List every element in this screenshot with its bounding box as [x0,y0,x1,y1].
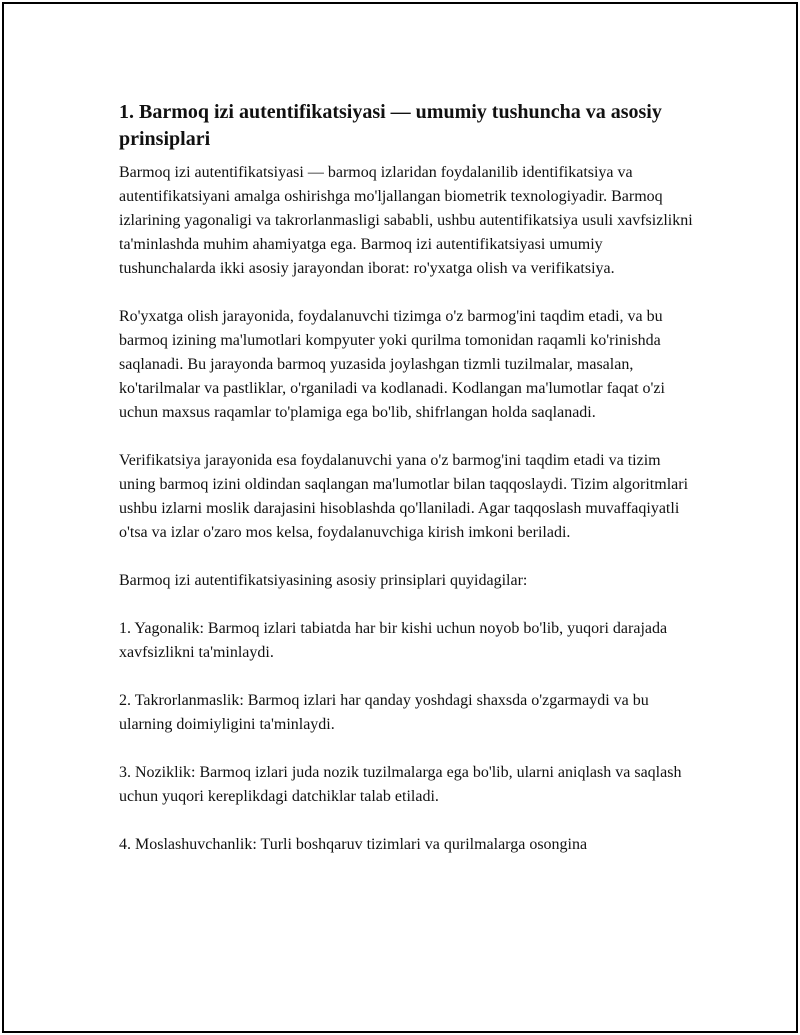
paragraph-enrollment: Ro'yxatga olish jarayonida, foydalanuvchi tizimga o'z barmog'ini taqdim etadi, va bu barmoq izining ma'lumotlari kompyuter yoki qurilma tomonidan raqamli ko'rinishda saqlanadi. Bu jarayonda barmoq yuzasida joylashgan tizmli tuzilmalar, masalan, ko'tarilmalar va pastliklar, o'rganiladi va kodlanadi. Kodlangan ma'lumotlar faqat o'zi uchun maxsus raqamlar to'plamiga ega bo'lib, shifrlangan holda saqlanadi. [119,308,665,421]
document-title: 1. Barmoq izi autentifikatsiyasi — umumiy tushuncha va asosiy prinsiplari [119,101,662,150]
document-page [2,2,798,1033]
document-body [119,99,694,881]
paragraph-intro: Barmoq izi autentifikatsiyasi — barmoq izlaridan foydalanilib identifikatsiya va autentifikatsiyani amalga oshirishga mo'ljallangan biometrik texnologiyadir. Barmoq izlarining yagonaligi va takrorlanmasligi sababli, ushbu autentifikatsiya usuli xavfsizlikni ta'minlashda muhim ahamiyatga ega. Barmoq izi autentifikatsiyasi umumiy tushunchalarda ikki asosiy jarayondan iborat: ro'yxatga olish va verifikatsiya. [119,164,693,277]
list-item-flexibility: 4. Moslashuvchanlik: Turli boshqaruv tizimlari va qurilmalarga osongina [119,836,588,853]
paragraph-verification: Verifikatsiya jarayonida esa foydalanuvchi yana o'z barmog'ini taqdim etadi va tizim uning barmoq izini oldindan saqlangan ma'lumotlar bilan taqqoslaydi. Tizim algoritmlari ushbu izlarni moslik darajasini hisoblashda qo'llaniladi. Agar taqqoslash muvaffaqiyatli o'tsa va izlar o'zaro mos kelsa, foydalanuvchiga kirish imkoni beriladi. [119,452,689,541]
list-item-uniqueness: 1. Yagonalik: Barmoq izlari tabiatda har bir kishi uchun noyob bo'lib, yuqori darajada xavfsizlikni ta'minlaydi. [119,620,668,661]
paragraph-principles-intro: Barmoq izi autentifikatsiyasining asosiy prinsiplari quyidagilar: [119,572,528,589]
list-item-permanence: 2. Takrorlanmaslik: Barmoq izlari har qanday yoshdagi shaxsda o'zgarmaydi va bu ularning doimiyligini ta'minlaydi. [119,692,649,733]
list-item-subtlety: 3. Noziklik: Barmoq izlari juda nozik tuzilmalarga ega bo'lib, ularni aniqlash va saqlash uchun yuqori kereplikdagi datchiklar talab etiladi. [119,764,682,805]
